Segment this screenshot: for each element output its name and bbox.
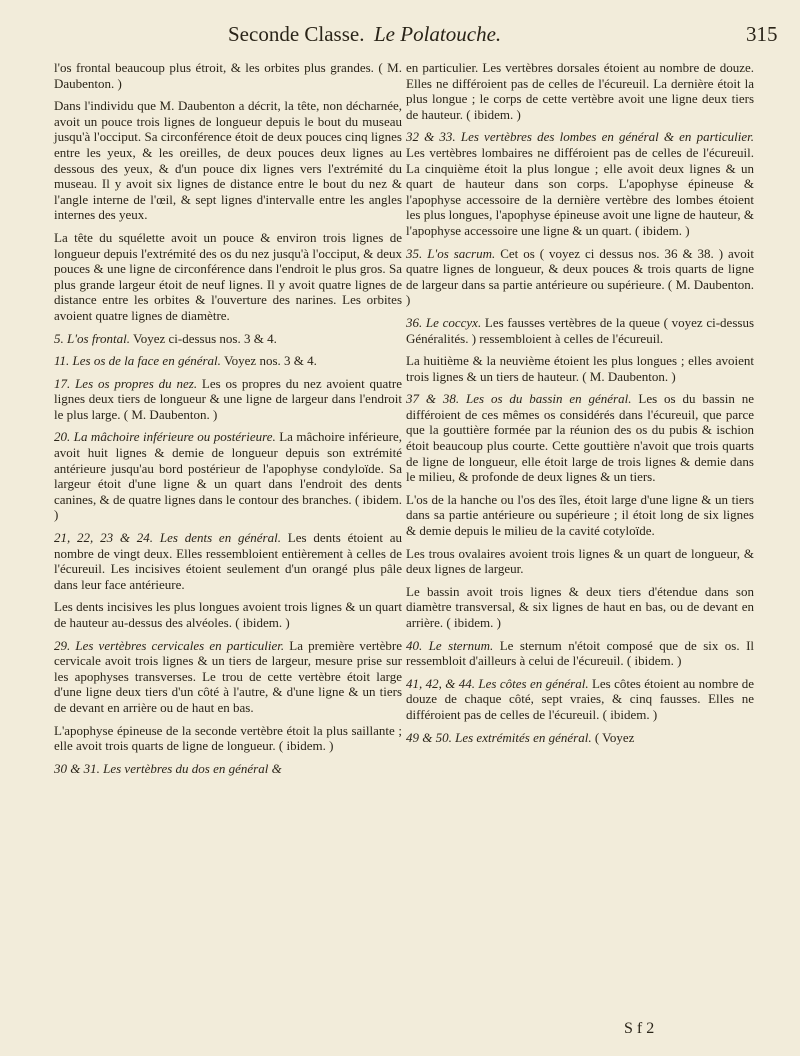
paragraph-text: Les fausses vertèbres de la queue ( voyez ci-dessus Généralités. ) ressembloient à celles de l'écureuil.	[406, 314, 755, 346]
paragraph-text: Les os du bassin ne différoient de ces mêmes os considérés dans l'écureuil, que parce que la gouttière formée par la réunion des os du pubis & ischion étoit beaucoup plus courte. Cette gouttière n'avoit que trois quarts de ligne de longueur, elle étoit large de trois lignes & demie dans le milieu, & profonde de deux lignes & un tiers.	[406, 391, 754, 485]
paragraph-text: Cet os ( voyez ci dessus nos. 36 & 38. ) avoit quatre lignes de longueur, & deux pouces & trois quarts de ligne de largeur dans sa partie antérieure ou supérieure. ( M. Daubenton. )	[406, 245, 754, 308]
paragraph	[406, 584, 754, 631]
paragraph-heading: 49 & 50. Les extrémités en général.	[406, 729, 592, 745]
paragraph-heading: 21, 22, 23 & 24. Les dents en général.	[54, 530, 281, 546]
paragraph-text: Les dents incisives les plus longues avoient trois lignes & un quart de hauteur au-dessus des alvéoles. ( ibidem. )	[54, 599, 402, 630]
paragraph	[54, 429, 402, 523]
paragraph-text: L'os de la hanche ou l'os des îles, étoit large d'une ligne & un tiers dans sa partie antérieure ou supérieure ; il étoit long de six lignes & demie depuis le milieu de la cavité cotyloïde.	[406, 491, 754, 539]
paragraph	[406, 353, 754, 384]
paragraph	[54, 530, 402, 592]
paragraph-text: Les vertèbres lombaires ne différoient pas de celles de l'écureuil. La cinquième étoit la plus longue ; elle avoit deux lignes & un quart de hauteur dans son corps. L'apophyse épineuse & l'apophyse accessoire de la dernière vertèbre des lombes étoient les plus longues, l'apophyse épineuse avoit une ligne de hauteur, & l'apophyse accessoire une ligne & un quart. ( ibidem. )	[406, 144, 754, 238]
paragraph-heading: 32 & 33. Les vertèbres des lombes en général & en particulier.	[406, 129, 754, 145]
paragraph-heading: 37 & 38. Les os du bassin en général.	[406, 391, 632, 407]
paragraph-heading: 35. L'os sacrum.	[406, 245, 496, 261]
paragraph-text: La huitième & la neuvième étoient les plus longues ; elles avoient trois lignes & un tiers de hauteur. ( M. Daubenton. )	[406, 353, 754, 384]
paragraph	[406, 492, 754, 539]
paragraph-heading: 36. Le coccyx.	[406, 314, 482, 330]
paragraph-heading: 20. La mâchoire inférieure ou postérieure.	[54, 429, 276, 445]
paragraph-text: Voyez nos. 3 & 4.	[223, 353, 317, 369]
running-header	[0, 22, 800, 58]
paragraph-text: Le sternum n'étoit composé que de six os. Il ressembloit d'ailleurs à celui de l'écureuil. ( ibidem. )	[406, 637, 755, 669]
paragraph-text: Les dents étoient au nombre de vingt deux. Elles ressembloient entièrement à celles de l'écureuil. Les incisives étoient seulement d'un orangé plus pâle dans leur face antérieure.	[54, 530, 403, 592]
paragraph	[54, 723, 402, 754]
paragraph	[406, 676, 754, 723]
paragraph	[406, 391, 754, 485]
right-column	[406, 60, 754, 745]
paragraph-text: Les côtes étoient au nombre de douze de chaque côté, sept vraies, & cinq fausses. Elles ne différoient pas de celles de l'écureuil. ( ibidem. )	[406, 675, 755, 722]
paragraph	[54, 376, 402, 423]
paragraph-heading: 29. Les vertèbres cervicales en particulier.	[54, 637, 285, 653]
paragraph-heading: 40. Le sternum.	[406, 637, 494, 653]
page-number: 315	[746, 22, 778, 46]
chapter-title: Le Polatouche.	[374, 22, 502, 46]
paragraph	[54, 230, 402, 324]
paragraph	[54, 638, 402, 716]
paragraph-text: l'os frontal beaucoup plus étroit, & les orbites plus grandes. ( M. Daubenton. )	[54, 60, 402, 91]
paragraph-text: La mâchoire inférieure, avoit huit lignes & demie de longueur depuis son extrémité antérieure jusqu'au bord postérieur de l'apophyse condyloïde. Sa largeur étoit d'une ligne & un quart dans l'endroit des dents canines, & de quatre lignes dans le contour des branches. ( ibidem. )	[54, 429, 403, 523]
paragraph-heading: 17. Les os propres du nez.	[54, 375, 198, 391]
signature-mark: S f 2	[624, 1020, 655, 1037]
paragraph	[406, 638, 754, 669]
paragraph-text: Dans l'individu que M. Daubenton a décrit, la tête, non décharnée, avoit un pouce trois lignes de longueur depuis le bout du museau jusqu'à l'occiput. Sa circonférence étoit de deux pouces cinq lignes entre les yeux, & les oreilles, de deux pouces deux lignes au dessous des yeux, & d'un pouce dix lignes vers l'extrémité du museau. Il y avoit six lignes de distance entre le bout du nez & l'angle interne de l'œil, & sept lignes d'intervalle entre les angles internes des yeux.	[54, 98, 402, 223]
paragraph-heading: 5. L'os frontal.	[54, 330, 130, 346]
paragraph-text: Voyez ci-dessus nos. 3 & 4.	[133, 330, 277, 346]
paragraph-text: Les os propres du nez avoient quatre lignes deux tiers de longueur & une ligne de largeur dans l'endroit le plus large. ( M. Daubenton. )	[54, 375, 402, 422]
paragraph	[406, 315, 754, 346]
paragraph	[406, 129, 754, 238]
paragraph	[54, 353, 402, 369]
section-heading: Seconde Classe.	[228, 22, 365, 46]
paragraph	[406, 60, 754, 122]
paragraph	[54, 98, 402, 223]
paragraph	[406, 730, 754, 746]
paragraph-text: Le bassin avoit trois lignes & deux tiers d'étendue dans son diamètre transversal, & six lignes de haut en bas, ou de devant en arrière. ( ibidem. )	[406, 583, 754, 630]
paragraph	[54, 761, 402, 777]
paragraph-heading: 11. Les os de la face en général.	[54, 353, 221, 369]
paragraph-text: en particulier. Les vertèbres dorsales étoient au nombre de douze. Elles ne différoient pas de celles de l'écureuil. La dernière étoit la plus longue ; le corps de cette vertèbre avoit une ligne deux tiers de hauteur. ( ibidem. )	[406, 60, 754, 122]
left-column	[54, 60, 402, 776]
paragraph	[54, 60, 402, 91]
paragraph	[406, 246, 754, 308]
paragraph	[54, 599, 402, 630]
paragraph-text: L'apophyse épineuse de la seconde vertèbre étoit la plus saillante ; elle avoit trois quarts de ligne de longueur. ( ibidem. )	[54, 722, 402, 754]
paragraph-text: ( Voyez	[594, 729, 635, 745]
paragraph-heading: 30 & 31. Les vertèbres du dos en général &	[54, 760, 282, 776]
paragraph-heading: 41, 42, & 44. Les côtes en général.	[406, 675, 589, 691]
paragraph-text: La première vertèbre cervicale avoit trois lignes & un tiers de largeur, mesure prise sur les apophyses transverses. Le trou de cette vertèbre étoit large d'une ligne deux tiers d'un côté à l'autre, & d'une ligne & un tiers de devant en arrière ou de haut en bas.	[54, 637, 403, 715]
paragraph-text: Les trous ovalaires avoient trois lignes & un quart de longueur, & deux lignes de largeur.	[406, 545, 754, 577]
paragraph-text: La tête du squélette avoit un pouce & environ trois lignes de longueur depuis l'extrémité des os du nez jusqu'à l'occiput, & deux pouces & une ligne de circonférence dans l'endroit le plus gros. Sa plus grande largeur étoit de neuf lignes. Il y avoit quatre lignes de distance entre les orbites & l'ouverture des narines. Les orbites avoient quatre lignes de diamètre.	[54, 229, 402, 323]
paragraph	[54, 331, 402, 347]
paragraph	[406, 546, 754, 577]
